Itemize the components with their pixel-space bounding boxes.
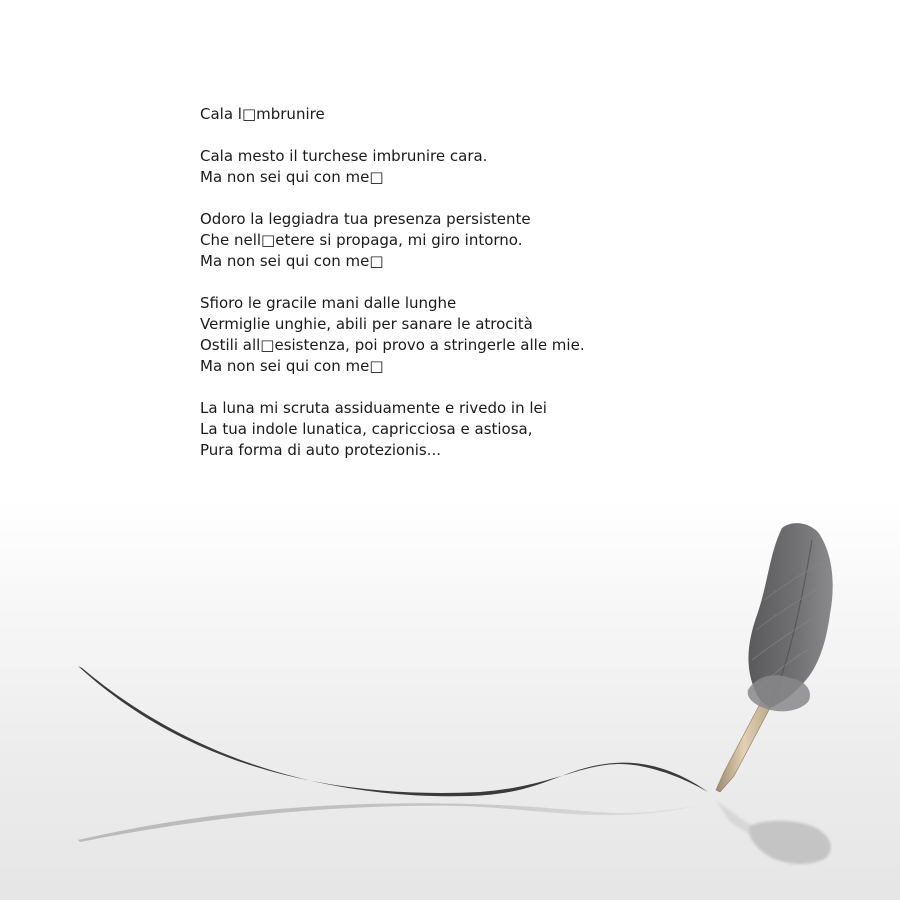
poem-title: Cala l□mbrunire [200, 105, 325, 123]
poem-line: Cala mesto il turchese imbrunire cara. [200, 147, 488, 165]
poem-line: Ostili all□esistenza, poi provo a stringerle alle mie. [200, 336, 585, 354]
poem-line: Ma non sei qui con me□ [200, 357, 384, 375]
poem-line: Sfioro le gracile mani dalle lunghe [200, 294, 457, 312]
poem-line: Odoro la leggiadra tua presenza persistente [200, 210, 531, 228]
ink-stroke-reflection [78, 803, 708, 842]
poem-line: Vermiglie unghie, abili per sanare le atrocità [200, 315, 533, 333]
poem-line: Che nell□etere si propaga, mi giro intorno. [200, 231, 523, 249]
ink-stroke [78, 666, 708, 796]
poem-line: Pura forma di auto protezionis... [200, 441, 441, 459]
feather-reflection [716, 800, 831, 864]
quill-shaft [716, 700, 772, 792]
poem-line: La luna mi scruta assiduamente e rivedo in lei [200, 399, 547, 417]
poem-line: La tua indole lunatica, capricciosa e astiosa, [200, 420, 533, 438]
poem-line: Ma non sei qui con me□ [200, 252, 384, 270]
poem-line: Ma non sei qui con me□ [200, 168, 384, 186]
